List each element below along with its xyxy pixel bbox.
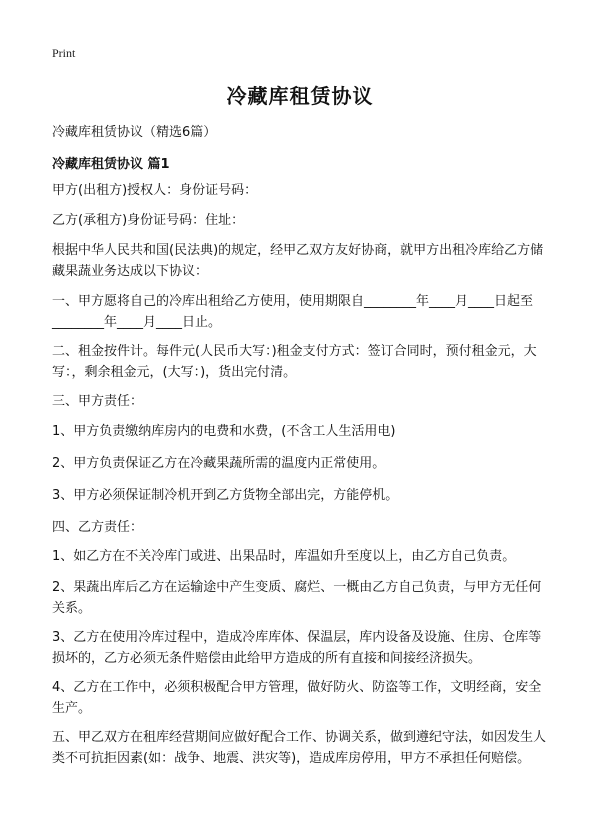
paragraph-clause-4-3: 3、乙方在使用冷库过程中，造成冷库库体、保温层，库内设备及设施、住房、仓库等损坏的，乙方必须无条件赔偿由此给甲方造成的所有直接和间接经济损失。 [52, 630, 542, 666]
paragraph-clause-3-1: 1、甲方负责缴纳库房内的电费和水费，(不含工人生活用电) [52, 424, 396, 439]
paragraph-lessor: 甲方(出租方)授权人：身份证号码： [52, 183, 258, 198]
section-title: 冷藏库租赁协议 篇1 [52, 157, 170, 172]
paragraph-clause-4-4: 4、乙方在工作中，必须积极配合甲方管理，做好防火、防盗等工作，文明经商，安全生产。 [52, 680, 542, 716]
document-title: 冷藏库租赁协议 [226, 84, 374, 108]
paragraph-clause-3-heading: 三、甲方责任： [52, 394, 144, 409]
paragraph-lessee: 乙方(承租方)身份证号码：住址： [52, 213, 245, 228]
print-label: Print [52, 46, 76, 60]
paragraph-clause-3-2: 2、甲方负责保证乙方在冷藏果蔬所需的温度内正常使用。 [52, 456, 386, 471]
paragraph-preamble: 根据中华人民共和国(民法典)的规定，经甲乙双方友好协商，就甲方出租冷库给乙方储藏果蔬业务达成以下协议： [52, 243, 544, 279]
paragraph-clause-1: 一、甲方愿将自己的冷库出租给乙方使用，使用期限自________年____月____日起至________年____月____日止。 [52, 294, 534, 330]
paragraph-clause-2: 二、租金按件计。每件元(人民币大写：)租金支付方式：签订合同时，预付租金元，大写：，剩余租金元，(大写：)，货出完付清。 [52, 344, 537, 380]
paragraph-clause-3-3: 3、甲方必须保证制冷机开到乙方货物全部出完，方能停机。 [52, 488, 399, 503]
paragraph-clause-4-heading: 四、乙方责任： [52, 520, 144, 535]
paragraph-clause-4-1: 1、如乙方在不关冷库门或进、出果品时，库温如升至度以上，由乙方自己负责。 [52, 549, 516, 564]
paragraph-clause-4-2: 2、果蔬出库后乙方在运输途中产生变质、腐烂、一概由乙方自己负责，与甲方无任何关系。 [52, 580, 542, 616]
document-subtitle: 冷藏库租赁协议（精选6篇） [52, 125, 217, 140]
paragraph-clause-5: 五、甲乙双方在租库经营期间应做好配合工作、协调关系，做到遵纪守法，如因发生人类不可抗拒因素(如：战争、地震、洪灾等)，造成库房停用，甲方不承担任何赔偿。 [52, 730, 547, 766]
